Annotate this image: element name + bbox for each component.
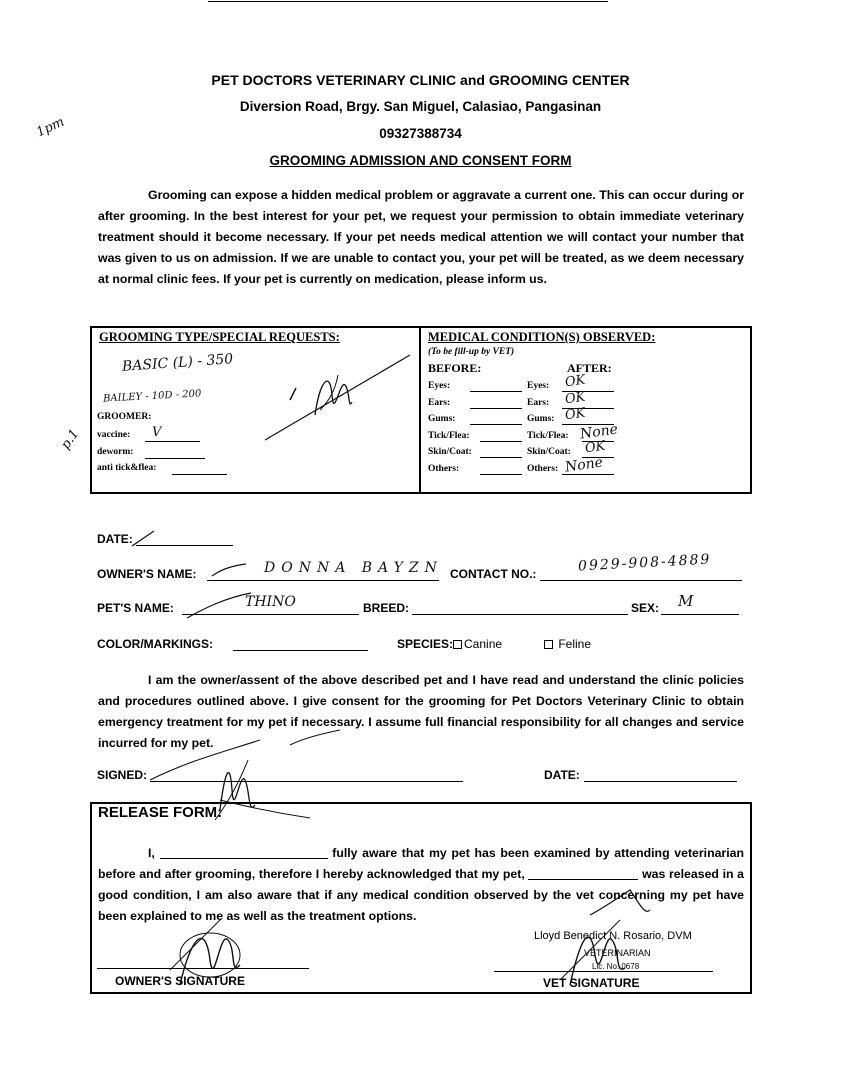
contact-line — [540, 580, 742, 581]
feline-checkbox[interactable] — [544, 640, 553, 649]
medical-before-label: Skin/Coat: — [428, 447, 472, 457]
vet-signature — [530, 880, 700, 990]
contact-value: 0929-908-4889 — [577, 551, 712, 575]
medical-after-label: Gums: — [527, 414, 555, 424]
sex-value: M — [678, 592, 694, 610]
vaccine-value: V — [152, 425, 162, 440]
medical-before-label: Gums: — [428, 414, 456, 424]
release-text-2: was released in a good condition, I am also aware that if any medical condition observed by the vet concerning my pet have been explained to me as well as the treatment options. — [98, 867, 745, 923]
margin-note-side: p.1 — [58, 426, 83, 453]
owner-name-label: OWNER'S NAME: — [97, 567, 197, 581]
grooming-type-title: GROOMING TYPE/SPECIAL REQUESTS: — [99, 330, 340, 344]
feline-label: Feline — [558, 637, 592, 651]
medical-before-label: Others: — [428, 463, 460, 474]
medical-subtitle: (To be fill-up by VET) — [428, 347, 515, 357]
clinic-address: Diversion Road, Brgy. San Miguel, Calasiao, Pangasinan — [239, 99, 602, 114]
pet-scribble — [185, 590, 255, 620]
signed-date-line — [584, 781, 737, 782]
owner-scribble — [210, 560, 250, 580]
vet-signature-label: VET SIGNATURE — [543, 976, 640, 990]
medical-after-label: Eyes: — [527, 381, 550, 391]
medical-before-line — [480, 474, 522, 475]
medical-after-value: None — [579, 420, 619, 443]
medical-title: MEDICAL CONDITION(S) OBSERVED: — [428, 330, 656, 344]
after-label: AFTER: — [567, 361, 612, 375]
medical-before-line — [470, 424, 522, 425]
canine-label: Canine — [464, 637, 503, 651]
medical-before-line — [470, 408, 522, 409]
medical-after-value: None — [564, 453, 604, 476]
signed-date-label: DATE: — [544, 768, 580, 782]
release-form-title: RELEASE FORM: — [98, 804, 223, 821]
medical-before-label: Tick/Flea: — [428, 430, 470, 441]
species-label-text: SPECIES: — [397, 637, 454, 651]
breed-line — [412, 614, 628, 615]
vaccine-label: vaccine: — [97, 430, 131, 440]
medical-after-value: OK — [564, 405, 587, 424]
date-scribble — [130, 528, 160, 548]
color-line — [233, 650, 368, 651]
clinic-name: PET DOCTORS VETERINARY CLINIC and GROOMING CENTER — [211, 72, 630, 88]
owner-release-signature — [150, 900, 270, 990]
medical-after-label: Ears: — [527, 397, 550, 408]
medical-after-label: Skin/Coat: — [527, 447, 571, 457]
color-label: COLOR/MARKINGS: — [97, 637, 213, 651]
feline-option — [544, 637, 591, 651]
grooming-handwritten-1: BASIC (L) - 350 — [121, 351, 234, 375]
scan-edge-line — [208, 1, 608, 2]
vet-license: Lic. No. 0678 — [592, 962, 640, 971]
clinic-phone: 09327388734 — [379, 126, 462, 141]
antitick-label: anti tick&flea: — [97, 463, 157, 473]
antitick-line — [172, 474, 227, 475]
medical-after-value: OK — [584, 438, 607, 457]
sex-line — [661, 614, 739, 615]
sex-label: SEX: — [631, 601, 660, 615]
before-label: BEFORE: — [428, 361, 482, 375]
owner-signature-label: OWNER'S SIGNATURE — [115, 974, 245, 988]
groomer-label: GROOMER: — [97, 412, 152, 422]
breed-label: BREED: — [363, 601, 410, 615]
consent-paragraph: I am the owner/assent of the above described pet and I have read and understand the clinic policies and procedures outlined above. I give consent for the grooming for Pet Doctors Veterinary Clinic to obtain emergency treatment for my pet if necessary. I assume full financial responsibility for all changes and service incurred for my pet. — [98, 673, 744, 750]
form-title: GROOMING ADMISSION AND CONSENT FORM — [269, 153, 572, 168]
medical-before-line — [480, 441, 522, 442]
owner-consent-signature — [140, 700, 400, 840]
groomer-signature — [260, 340, 430, 450]
pet-name-label: PET'S NAME: — [97, 601, 174, 615]
release-name-line — [160, 858, 328, 859]
vaccine-line — [145, 441, 200, 442]
release-text-1: fully aware that my pet has been examined by attending veterinarian before and after grooming, therefore I hereby acknowledged that my pet, — [98, 846, 744, 881]
date-label: DATE: — [97, 532, 133, 546]
medical-before-line — [470, 391, 522, 392]
grooming-handwritten-2: BAILEY - 10D - 200 — [102, 388, 202, 405]
vet-title: VETERINARIAN — [584, 948, 651, 958]
medical-before-label: Ears: — [428, 397, 451, 408]
medical-after-label: Tick/Flea: — [527, 430, 569, 441]
signed-label: SIGNED: — [97, 768, 148, 782]
canine-checkbox[interactable] — [453, 640, 462, 649]
pet-name-value: THINO — [245, 594, 296, 610]
release-i-label: I, — [148, 846, 155, 860]
owner-name-line — [207, 580, 439, 581]
species-label — [397, 637, 502, 651]
medical-after-value: OK — [564, 389, 587, 407]
medical-before-line — [480, 457, 522, 458]
medical-after-label: Others: — [527, 463, 559, 474]
deworm-line — [145, 458, 205, 459]
vet-name: Lloyd Benedict N. Rosario, DVM — [534, 930, 692, 942]
contact-label: CONTACT NO.: — [450, 567, 537, 581]
medical-before-label: Eyes: — [428, 381, 451, 391]
deworm-label: deworm: — [97, 447, 134, 457]
medical-after-value: OK — [564, 372, 587, 391]
margin-note-top: 1pm — [34, 114, 67, 141]
owner-name-value: DONNA BAYZN — [264, 560, 443, 576]
intro-paragraph: Grooming can expose a hidden medical problem or aggravate a current one. This can occur during or after grooming. In the best interest for your pet, we request your permission to obtain immediate veterinary treatment should it become necessary. If your pet needs medical attention we will contact your number that was given to us on admission. If we are unable to contact you, your pet will be treated, as we deem necessary at normal clinic fees. If your pet is currently on medication, please inform us. — [98, 188, 744, 286]
